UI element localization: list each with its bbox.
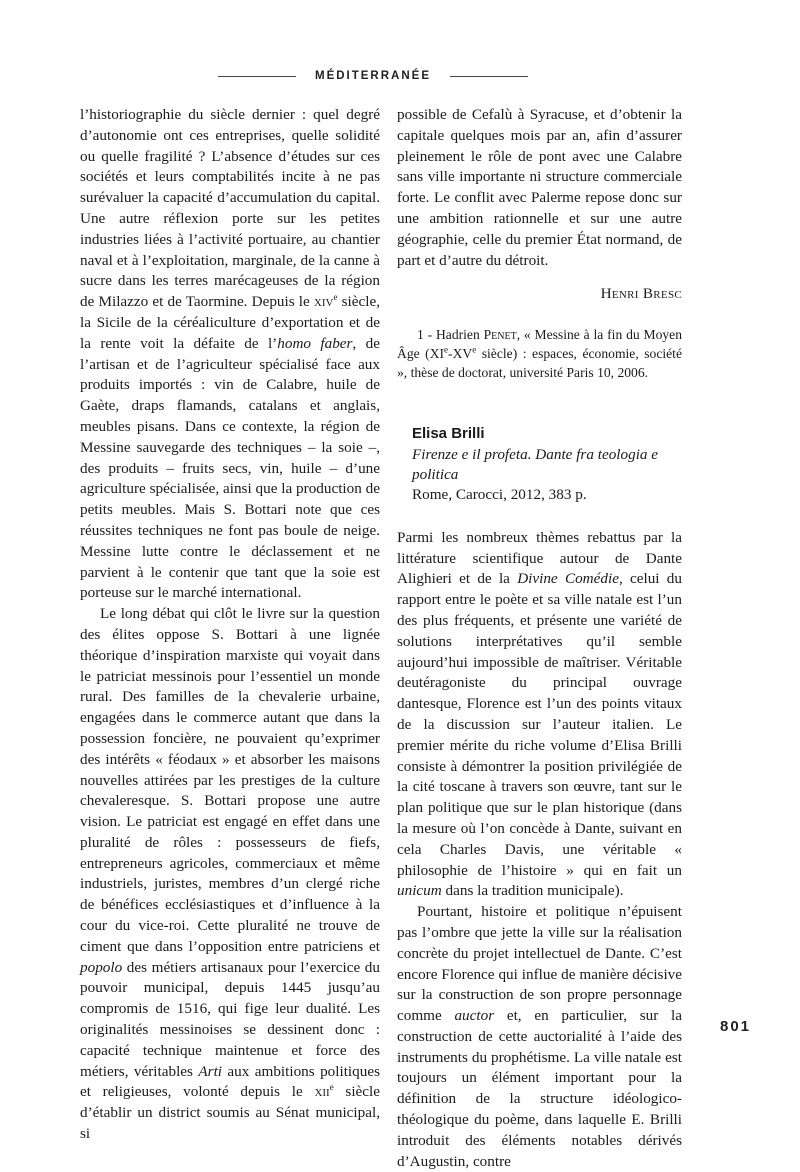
header-rule-right xyxy=(450,76,528,77)
review-signature: Henri Bresc xyxy=(600,285,682,303)
paragraph: possible de Cefalù à Syracuse, et d’obtenir la capitale quelques mois par an, afin d’assurer pleinement le rôle de pont avec une Calabre sans ville importante ni structure commerciale forte. Le conflit avec Palerme repose donc sur une ambition rationnelle et sur une autre géographie, celle du premier État normand, de part et d’autre du détroit. xyxy=(397,106,682,269)
review-publisher: Rome, Carocci, 2012, 383 p. xyxy=(412,485,587,503)
paragraph: Le long débat qui clôt le livre sur la question des élites oppose S. Bottari à une lignée théorique d’inspiration marxiste qui voyait dans le patriciat messinois pour l’essentiel un monde rural. Des familles de la chevalerie urbaine, engagées dans le commerce autant que dans la possession foncière, ne pouvaient qu’exprimer des intérêts « féodaux » et absorber les maisons nouvelles attirées par les prestiges de la culture chevaleresque. S. Bottari propose une autre vision. Le patriciat est engagé en effet dans une pluralité de rôles : possesseurs de fiefs, entrepreneurs agricoles, commerciaux et même industriels, juristes, membres d’un clergé riche de bénéfices ecclésiastiques et d’influence à la cour du vice-roi. Cette pluralité ne trouve de ciment que dans l’opposition entre patriciens et popolo des métiers artisanaux pour l’exercice du pouvoir municipal, depuis 1445 jusqu’au compromis de 1516, qui fige leur dualité. Les originalités messinoises se dessinent donc : capacité technique maintenue et force des métiers, véritables Arti aux ambitions politiques et religieuses, volonté depuis le xii$^e$ siècle d’établir un district soumis au Sénat municipal, si xyxy=(80,605,381,1143)
review-author: Elisa Brilli xyxy=(412,425,485,443)
right-column xyxy=(397,105,682,1172)
review-book-title: Firenze e il profeta. Dante fra teologia e politica xyxy=(412,445,659,483)
running-header xyxy=(218,66,528,86)
header-rule-left xyxy=(218,76,296,77)
paragraph: Pourtant, histoire et politique n’épuisent pas l’ombre que jette la ville sur la réalisation concrète du projet intellectuel de Dante. C’est encore Florence qui influe de manière décisive sur la construction de son propre personnage comme auctor et, en particulier, sur la construction de cette auctorialité à l’aide des instruments du prophétisme. La ville natale est toujours un élément important pour la définition de la structure idéologico-théologique du poème, dans laquelle E. Brilli introduit des éléments notables dérivés d’Augustin, contre xyxy=(397,903,683,1170)
paragraph: l’historiographie du siècle dernier : quel degré d’autonomie ont ces entreprises, quelle solidité ou quelle fragilité ? L’absence d’études sur ces sociétés et leurs comptabilités incite à ne pas surévaluer la capacité d’accumulation du capital. Une autre réflexion porte sur les petites industries liées à l’activité portuaire, au chantier naval et à l’exploitation, marginale, de la canne à sucre dans les terres marécageuses de la région de Milazzo et de Taormine. Depuis le xiv$^e$ siècle, la Sicile de la céréaliculture d’exportation et de la rente voit la défaite de l’homo faber, de l’artisan et de l’agriculteur spécialisé face aux produits importés : vin de Calabre, huile de Gaète, draps flamands, catalans et anglais, meubles pisans. Dans ce contexte, la région de Messine sauvegarde des techniques – la soie –, des produits – fruits secs, vin, huile – d’une agriculture spécialisée, ainsi que la production de petits meubles. Mais S. Bottari note que ces réussites techniques ne font pas boule de neige. Messine lutte contre le déclassement et ne parvient à le contenir que tant que la soie est porteuse sur le marché international. xyxy=(80,106,381,602)
footnote: 1 - Hadrien Penet, « Messine à la fin du Moyen Âge (XIe-XVe siècle) : espaces, économie, société », thèse de doctorat, université Paris 10, 2006. xyxy=(397,327,682,381)
paragraph: Parmi les nombreux thèmes rebattus par la littérature scientifique autour de Dante Alighieri et de la Divine Comédie, celui du rapport entre le poète et sa ville natale est l’un des plus fréquents, et présente une variété de solutions interprétatives qu’il semble aujourd’hui impossible de maîtriser. Véritable deutéragoniste du principal ouvrage dantesque, Florence est l’un des points vitaux de la discussion sur l’auteur italien. Le premier mérite du riche volume d’Elisa Brilli consiste à démontrer la position privilégiée de la cité toscane à travers son œuvre, tant sur le plan politique que sur le plan historique (dans la mesure où l’on concède à Dante, suivant en cela Charles Davis, une véritable « philosophie de l’histoire » qui en fait un unicum dans la tradition municipale). xyxy=(397,528,682,900)
section-title: MÉDITERRANÉE xyxy=(314,70,431,82)
page-number: 801 xyxy=(720,1018,752,1035)
left-column xyxy=(80,105,380,1145)
